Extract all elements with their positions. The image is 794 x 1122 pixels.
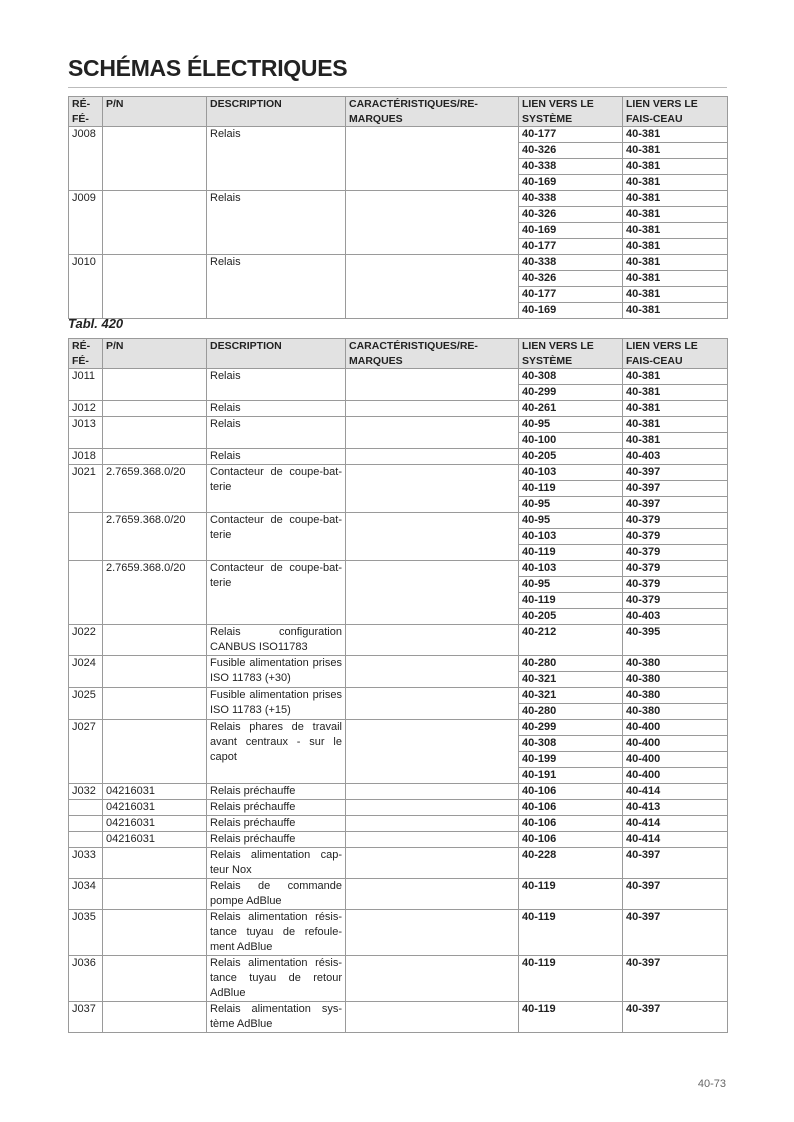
harness-link-cell: 40-414 <box>623 816 728 832</box>
table1-body <box>69 127 728 319</box>
system-link-cell: 40-119 <box>519 910 623 956</box>
table-row <box>69 513 728 529</box>
pn-cell <box>103 848 207 879</box>
table-row <box>69 879 728 910</box>
ref-cell: J011 <box>69 369 103 401</box>
pn-cell <box>103 625 207 656</box>
remarks-cell <box>346 449 519 465</box>
table-row <box>69 561 728 577</box>
system-link-cell: 40-280 <box>519 656 623 672</box>
relay-table-1 <box>68 96 728 319</box>
harness-link-cell: 40-414 <box>623 784 728 800</box>
system-link-cell: 40-338 <box>519 191 623 207</box>
ref-cell: J025 <box>69 688 103 720</box>
harness-link-cell: 40-380 <box>623 672 728 688</box>
description-cell: Relais configuration CANBUS ISO11783 <box>207 625 346 656</box>
harness-link-cell: 40-381 <box>623 433 728 449</box>
system-link-cell: 40-106 <box>519 800 623 816</box>
ref-cell: J008 <box>69 127 103 191</box>
harness-link-cell: 40-400 <box>623 768 728 784</box>
remarks-cell <box>346 127 519 191</box>
system-link-cell: 40-228 <box>519 848 623 879</box>
table-row <box>69 956 728 1002</box>
pn-cell <box>103 127 207 191</box>
description-cell: Relais <box>207 449 346 465</box>
table-row <box>69 656 728 672</box>
pn-cell <box>103 656 207 688</box>
table-row <box>69 784 728 800</box>
header-pn: P/N <box>103 339 207 369</box>
system-link-cell: 40-106 <box>519 832 623 848</box>
table2-body <box>69 369 728 1033</box>
pn-cell <box>103 449 207 465</box>
header-ref: RÉ-FÉ- <box>69 339 103 369</box>
pn-cell: 04216031 <box>103 800 207 816</box>
ref-cell <box>69 832 103 848</box>
table-row <box>69 848 728 879</box>
system-link-cell: 40-280 <box>519 704 623 720</box>
table-row <box>69 625 728 656</box>
table-header-row <box>69 339 728 369</box>
harness-link-cell: 40-381 <box>623 127 728 143</box>
harness-link-cell: 40-381 <box>623 239 728 255</box>
harness-link-cell: 40-395 <box>623 625 728 656</box>
system-link-cell: 40-177 <box>519 239 623 255</box>
harness-link-cell: 40-397 <box>623 465 728 481</box>
harness-link-cell: 40-381 <box>623 159 728 175</box>
pn-cell <box>103 910 207 956</box>
ref-cell: J036 <box>69 956 103 1002</box>
table-row <box>69 127 728 143</box>
system-link-cell: 40-321 <box>519 672 623 688</box>
harness-link-cell: 40-379 <box>623 513 728 529</box>
harness-link-cell: 40-403 <box>623 449 728 465</box>
remarks-cell <box>346 688 519 720</box>
remarks-cell <box>346 513 519 561</box>
pn-cell: 2.7659.368.0/20 <box>103 513 207 561</box>
ref-cell: J033 <box>69 848 103 879</box>
harness-link-cell: 40-380 <box>623 704 728 720</box>
header-characteristics: CARACTÉRISTIQUES/RE-MARQUES <box>346 97 519 127</box>
pn-cell <box>103 1002 207 1033</box>
system-link-cell: 40-169 <box>519 175 623 191</box>
harness-link-cell: 40-381 <box>623 287 728 303</box>
ref-cell: J018 <box>69 449 103 465</box>
pn-cell <box>103 688 207 720</box>
description-cell: Relais préchauffe <box>207 800 346 816</box>
header-characteristics: CARACTÉRISTIQUES/RE-MARQUES <box>346 339 519 369</box>
ref-cell <box>69 513 103 561</box>
pn-cell <box>103 879 207 910</box>
description-cell: Relais phares de travail avant centraux - sur le capot <box>207 720 346 784</box>
remarks-cell <box>346 255 519 319</box>
pn-cell: 2.7659.368.0/20 <box>103 561 207 625</box>
system-link-cell: 40-119 <box>519 879 623 910</box>
table-row <box>69 449 728 465</box>
harness-link-cell: 40-400 <box>623 736 728 752</box>
pn-cell: 04216031 <box>103 832 207 848</box>
ref-cell: J037 <box>69 1002 103 1033</box>
table-caption: Tabl. 420 <box>68 316 124 331</box>
system-link-cell: 40-191 <box>519 768 623 784</box>
system-link-cell: 40-308 <box>519 736 623 752</box>
system-link-cell: 40-326 <box>519 143 623 159</box>
harness-link-cell: 40-403 <box>623 609 728 625</box>
system-link-cell: 40-95 <box>519 577 623 593</box>
system-link-cell: 40-119 <box>519 1002 623 1033</box>
ref-cell <box>69 816 103 832</box>
remarks-cell <box>346 784 519 800</box>
table-row <box>69 720 728 736</box>
ref-cell: J010 <box>69 255 103 319</box>
page-number: 40-73 <box>697 1078 726 1090</box>
description-cell: Relais <box>207 417 346 449</box>
ref-cell: J034 <box>69 879 103 910</box>
harness-link-cell: 40-379 <box>623 545 728 561</box>
harness-link-cell: 40-397 <box>623 879 728 910</box>
pn-cell <box>103 191 207 255</box>
harness-link-cell: 40-381 <box>623 143 728 159</box>
remarks-cell <box>346 879 519 910</box>
remarks-cell <box>346 561 519 625</box>
remarks-cell <box>346 625 519 656</box>
remarks-cell <box>346 720 519 784</box>
table-row <box>69 417 728 433</box>
remarks-cell <box>346 832 519 848</box>
system-link-cell: 40-212 <box>519 625 623 656</box>
harness-link-cell: 40-397 <box>623 497 728 513</box>
system-link-cell: 40-205 <box>519 449 623 465</box>
harness-link-cell: 40-381 <box>623 303 728 319</box>
system-link-cell: 40-169 <box>519 223 623 239</box>
ref-cell: J013 <box>69 417 103 449</box>
harness-link-cell: 40-381 <box>623 369 728 385</box>
ref-cell: J012 <box>69 401 103 417</box>
description-cell: Relais <box>207 127 346 191</box>
harness-link-cell: 40-381 <box>623 401 728 417</box>
system-link-cell: 40-338 <box>519 255 623 271</box>
header-ref: RÉ-FÉ- <box>69 97 103 127</box>
system-link-cell: 40-326 <box>519 271 623 287</box>
harness-link-cell: 40-380 <box>623 688 728 704</box>
system-link-cell: 40-100 <box>519 433 623 449</box>
table-row <box>69 369 728 385</box>
description-cell: Relais alimentation cap-teur Nox <box>207 848 346 879</box>
description-cell: Relais alimentation sys-tème AdBlue <box>207 1002 346 1033</box>
harness-link-cell: 40-397 <box>623 1002 728 1033</box>
table-row <box>69 191 728 207</box>
harness-link-cell: 40-397 <box>623 910 728 956</box>
system-link-cell: 40-119 <box>519 956 623 1002</box>
table-row <box>69 832 728 848</box>
system-link-cell: 40-199 <box>519 752 623 768</box>
title-divider <box>68 87 727 88</box>
description-cell: Relais préchauffe <box>207 832 346 848</box>
description-cell: Relais <box>207 369 346 401</box>
table-row <box>69 255 728 271</box>
harness-link-cell: 40-397 <box>623 481 728 497</box>
description-cell: Relais alimentation résis-tance tuyau de refoule-ment AdBlue <box>207 910 346 956</box>
system-link-cell: 40-103 <box>519 561 623 577</box>
remarks-cell <box>346 401 519 417</box>
relay-table-2 <box>68 338 728 1033</box>
system-link-cell: 40-103 <box>519 465 623 481</box>
description-cell: Relais <box>207 401 346 417</box>
table-row <box>69 800 728 816</box>
header-harness-link: LIEN VERS LE FAIS-CEAU <box>623 97 728 127</box>
system-link-cell: 40-177 <box>519 127 623 143</box>
remarks-cell <box>346 848 519 879</box>
table-header-row <box>69 97 728 127</box>
system-link-cell: 40-338 <box>519 159 623 175</box>
description-cell: Contacteur de coupe-bat-terie <box>207 513 346 561</box>
remarks-cell <box>346 369 519 401</box>
description-cell: Relais <box>207 191 346 255</box>
system-link-cell: 40-169 <box>519 303 623 319</box>
system-link-cell: 40-205 <box>519 609 623 625</box>
ref-cell: J035 <box>69 910 103 956</box>
system-link-cell: 40-106 <box>519 784 623 800</box>
harness-link-cell: 40-381 <box>623 385 728 401</box>
system-link-cell: 40-321 <box>519 688 623 704</box>
header-harness-link: LIEN VERS LE FAIS-CEAU <box>623 339 728 369</box>
description-cell: Relais alimentation résis-tance tuyau de retour AdBlue <box>207 956 346 1002</box>
system-link-cell: 40-106 <box>519 816 623 832</box>
system-link-cell: 40-95 <box>519 513 623 529</box>
system-link-cell: 40-103 <box>519 529 623 545</box>
pn-cell: 04216031 <box>103 784 207 800</box>
remarks-cell <box>346 656 519 688</box>
pn-cell <box>103 255 207 319</box>
harness-link-cell: 40-381 <box>623 255 728 271</box>
ref-cell: J021 <box>69 465 103 513</box>
system-link-cell: 40-261 <box>519 401 623 417</box>
remarks-cell <box>346 191 519 255</box>
system-link-cell: 40-326 <box>519 207 623 223</box>
harness-link-cell: 40-381 <box>623 223 728 239</box>
table-row <box>69 910 728 956</box>
harness-link-cell: 40-397 <box>623 848 728 879</box>
pn-cell <box>103 956 207 1002</box>
description-cell: Fusible alimentation prises ISO 11783 (+15) <box>207 688 346 720</box>
pn-cell <box>103 369 207 401</box>
remarks-cell <box>346 465 519 513</box>
ref-cell: J022 <box>69 625 103 656</box>
harness-link-cell: 40-397 <box>623 956 728 1002</box>
description-cell: Relais <box>207 255 346 319</box>
header-pn: P/N <box>103 97 207 127</box>
table-row <box>69 465 728 481</box>
system-link-cell: 40-119 <box>519 481 623 497</box>
ref-cell <box>69 800 103 816</box>
table-row <box>69 401 728 417</box>
system-link-cell: 40-119 <box>519 593 623 609</box>
ref-cell: J024 <box>69 656 103 688</box>
pn-cell: 2.7659.368.0/20 <box>103 465 207 513</box>
description-cell: Contacteur de coupe-bat-terie <box>207 561 346 625</box>
harness-link-cell: 40-381 <box>623 417 728 433</box>
page-title: SCHÉMAS ÉLECTRIQUES <box>68 55 348 81</box>
table-row <box>69 816 728 832</box>
harness-link-cell: 40-380 <box>623 656 728 672</box>
system-link-cell: 40-299 <box>519 720 623 736</box>
header-system-link: LIEN VERS LE SYSTÈME <box>519 97 623 127</box>
harness-link-cell: 40-400 <box>623 752 728 768</box>
remarks-cell <box>346 417 519 449</box>
remarks-cell <box>346 816 519 832</box>
header-description: DESCRIPTION <box>207 339 346 369</box>
remarks-cell <box>346 800 519 816</box>
pn-cell <box>103 401 207 417</box>
remarks-cell <box>346 910 519 956</box>
harness-link-cell: 40-414 <box>623 832 728 848</box>
table-row <box>69 688 728 704</box>
header-description: DESCRIPTION <box>207 97 346 127</box>
system-link-cell: 40-119 <box>519 545 623 561</box>
pn-cell <box>103 720 207 784</box>
description-cell: Contacteur de coupe-bat-terie <box>207 465 346 513</box>
description-cell: Relais préchauffe <box>207 816 346 832</box>
harness-link-cell: 40-400 <box>623 720 728 736</box>
harness-link-cell: 40-381 <box>623 271 728 287</box>
system-link-cell: 40-95 <box>519 417 623 433</box>
pn-cell <box>103 417 207 449</box>
ref-cell: J027 <box>69 720 103 784</box>
harness-link-cell: 40-381 <box>623 175 728 191</box>
ref-cell <box>69 561 103 625</box>
harness-link-cell: 40-413 <box>623 800 728 816</box>
system-link-cell: 40-308 <box>519 369 623 385</box>
ref-cell: J032 <box>69 784 103 800</box>
pn-cell: 04216031 <box>103 816 207 832</box>
harness-link-cell: 40-379 <box>623 593 728 609</box>
harness-link-cell: 40-379 <box>623 577 728 593</box>
harness-link-cell: 40-381 <box>623 207 728 223</box>
remarks-cell <box>346 956 519 1002</box>
harness-link-cell: 40-379 <box>623 529 728 545</box>
description-cell: Fusible alimentation prises ISO 11783 (+30) <box>207 656 346 688</box>
harness-link-cell: 40-379 <box>623 561 728 577</box>
harness-link-cell: 40-381 <box>623 191 728 207</box>
system-link-cell: 40-299 <box>519 385 623 401</box>
remarks-cell <box>346 1002 519 1033</box>
description-cell: Relais préchauffe <box>207 784 346 800</box>
description-cell: Relais de commande pompe AdBlue <box>207 879 346 910</box>
system-link-cell: 40-177 <box>519 287 623 303</box>
header-system-link: LIEN VERS LE SYSTÈME <box>519 339 623 369</box>
ref-cell: J009 <box>69 191 103 255</box>
system-link-cell: 40-95 <box>519 497 623 513</box>
table-row <box>69 1002 728 1033</box>
